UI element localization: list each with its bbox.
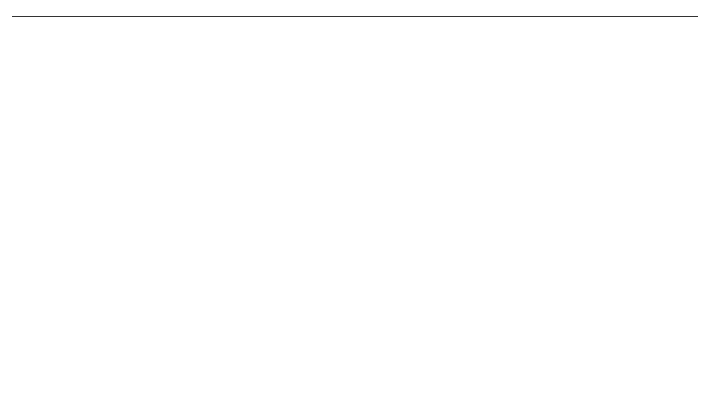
- chronology-column-1: [12, 23, 176, 395]
- chronology-column-3: [360, 23, 524, 395]
- chronology-columns: [12, 23, 698, 395]
- chronology-column-2: [186, 23, 350, 395]
- title-divider: [12, 16, 698, 17]
- chronology-column-4: [534, 23, 698, 395]
